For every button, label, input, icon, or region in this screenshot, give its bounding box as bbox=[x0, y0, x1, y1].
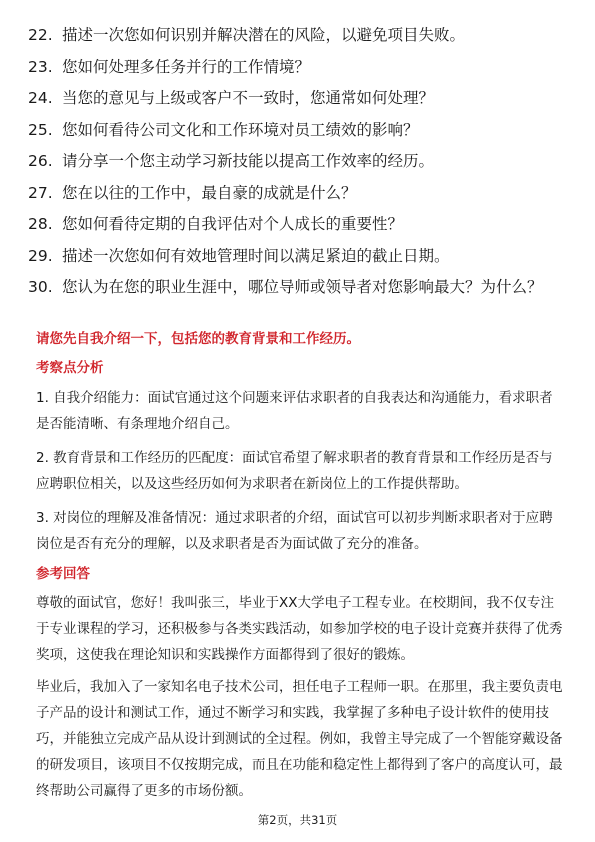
list-item bbox=[28, 119, 568, 141]
question-text: 您如何看待公司文化和工作环境对员工绩效的影响？ bbox=[62, 120, 419, 139]
reference-heading: 参考回答 bbox=[36, 566, 90, 582]
list-item bbox=[28, 182, 568, 204]
question-text: 请分享一个您主动学习新技能以提高工作效率的经历。 bbox=[62, 152, 435, 170]
list-item bbox=[28, 24, 568, 46]
analysis-point: 3. 对岗位的理解及准备情况：通过求职者的介绍，面试官可以初步判断求职者对于应聘岗位是否有充分的理解，以及求职者是否为面试做了充分的准备。 bbox=[36, 510, 553, 552]
question-number: 25. bbox=[28, 120, 53, 139]
question-number: 26. bbox=[28, 152, 53, 170]
question-number: 23. bbox=[28, 57, 53, 76]
lead-question: 请您先自我介绍一下，包括您的教育背景和工作经历。 bbox=[36, 331, 360, 347]
analysis-point: 1. 自我介绍能力：面试官通过这个问题来评估求职者的自我表达和沟通能力，看求职者是否能清晰、有条理地介绍自己。 bbox=[36, 390, 553, 432]
question-text: 您在以往的工作中，最自豪的成就是什么？ bbox=[62, 183, 357, 202]
question-number: 30. bbox=[28, 278, 53, 296]
list-item bbox=[28, 56, 568, 78]
answer-paragraph: 毕业后，我加入了一家知名电子技术公司，担任电子工程师一职。在那里，我主要负责电子产品的设计和测试工作，通过不断学习和实践，我掌握了多种电子设计软件的使用技巧，并能独立完成产品从设计到测试的全过程。例如，我曾主导完成了一个智能穿戴设备的研发项目，该项目不仅按期完成，而且在功能和稳定性上都得到了客户的高度认可，最终帮助公司赢得了更多的市场份额。 bbox=[36, 679, 563, 799]
analysis-points bbox=[36, 385, 564, 565]
question-number: 29. bbox=[28, 246, 53, 265]
list-item bbox=[28, 213, 568, 235]
reference-answer bbox=[36, 590, 564, 810]
question-text: 描述一次您如何识别并解决潜在的风险，以避免项目失败。 bbox=[62, 26, 466, 44]
page-footer: 第2页，共31页 bbox=[257, 813, 338, 827]
list-item bbox=[28, 276, 568, 298]
list-item bbox=[28, 150, 568, 172]
list-item bbox=[28, 245, 568, 267]
question-number: 22. bbox=[28, 26, 53, 44]
question-text: 当您的意见与上级或客户不一致时，您通常如何处理？ bbox=[62, 89, 435, 107]
question-text: 您如何看待定期的自我评估对个人成长的重要性？ bbox=[62, 215, 404, 233]
list-item bbox=[28, 87, 568, 109]
analysis-heading: 考察点分析 bbox=[36, 360, 104, 376]
question-text: 您认为在您的职业生涯中，哪位导师或领导者对您影响最大？为什么？ bbox=[62, 278, 543, 296]
question-text: 描述一次您如何有效地管理时间以满足紧迫的截止日期。 bbox=[62, 246, 450, 265]
question-number: 27. bbox=[28, 183, 53, 202]
question-list bbox=[28, 24, 568, 308]
question-number: 24. bbox=[28, 89, 53, 107]
analysis-point: 2. 教育背景和工作经历的匹配度：面试官希望了解求职者的教育背景和工作经历是否与应聘职位相关，以及这些经历如何为求职者在新岗位上的工作提供帮助。 bbox=[36, 450, 553, 492]
question-text: 您如何处理多任务并行的工作情境？ bbox=[62, 57, 311, 76]
answer-paragraph: 尊敬的面试官，您好！我叫张三，毕业于XX大学电子工程专业。在校期间，我不仅专注于专业课程的学习，还积极参与各类实践活动，如参加学校的电子设计竞赛并获得了优秀奖项，这使我在理论知识和实践操作方面都得到了很好的锻炼。 bbox=[36, 595, 563, 663]
question-number: 28. bbox=[28, 215, 53, 233]
